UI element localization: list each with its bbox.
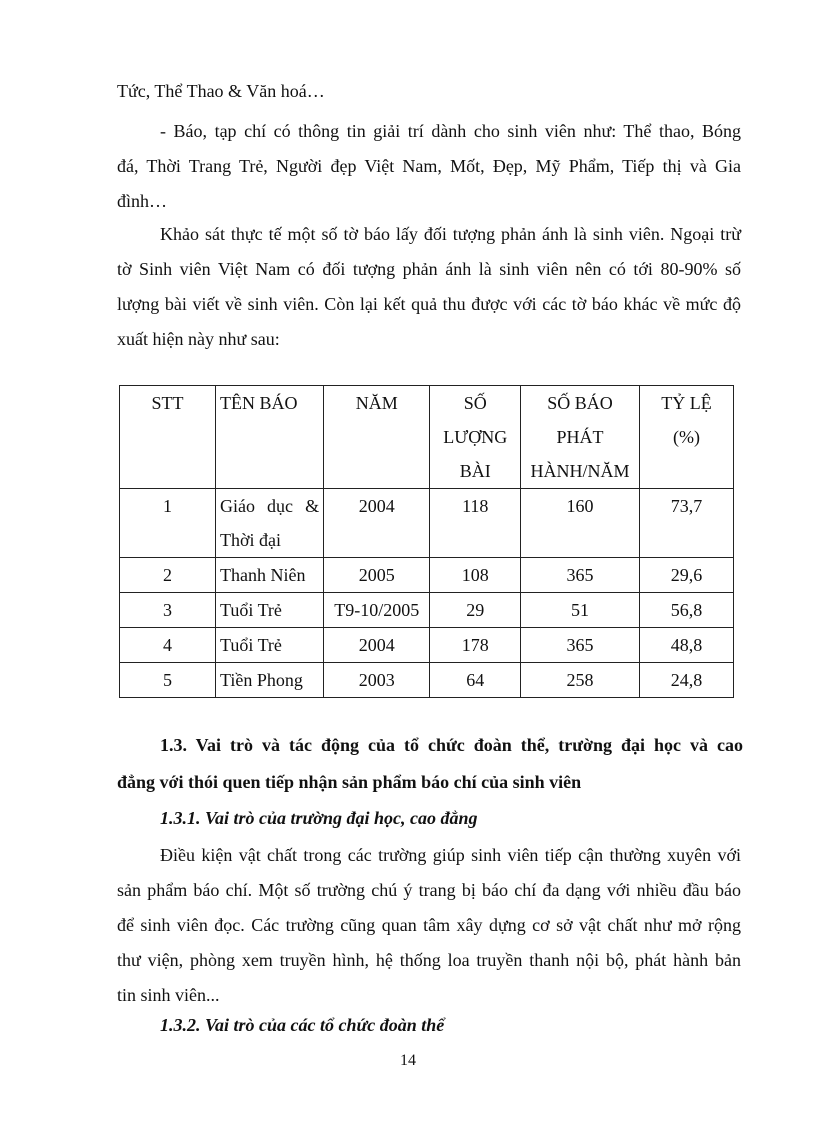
header-rate (639, 386, 733, 489)
survey-line-1: Khảo sát thực tế một số tờ báo lấy đối tượng phản ánh là sinh viên. Ngoại trừ (160, 224, 741, 244)
survey-line-2: tờ Sinh viên Việt Nam có đối tượng phản ánh là sinh viên nên có tới 80-90% số (117, 259, 741, 279)
cell-issues: 160 (521, 489, 640, 558)
body-line-3: để sinh viên đọc. Các trường cũng quan tâm xây dựng cơ sở vật chất như mở rộng (117, 915, 741, 935)
cell-qty: 29 (430, 593, 521, 628)
section-1-3-1-body (117, 838, 741, 1013)
cell-name: Thanh Niên (216, 558, 324, 593)
cell-qty: 178 (430, 628, 521, 663)
table-row (120, 489, 734, 558)
cell-rate: 24,8 (639, 663, 733, 698)
header-qty-line-1: SỐ (463, 393, 487, 413)
section-1-3-2-title: 1.3.2. Vai trò của các tổ chức đoàn thể (160, 1015, 445, 1035)
page-number: 14 (400, 1052, 416, 1069)
cell-name-line-2: Thời đại (220, 530, 282, 550)
body-line-2: sản phẩm báo chí. Một số trường chú ý trang bị báo chí đa dạng với nhiều đầu báo (117, 880, 741, 900)
header-name: TÊN BÁO (216, 386, 324, 489)
cell-name-line-1: Giáo dục & (220, 496, 320, 516)
bullet-line-3: đình… (117, 191, 168, 211)
body-line-4: thư viện, phòng xem truyền hình, hệ thống loa truyền thanh nội bộ, phát hành bản (117, 950, 741, 970)
intro-line (117, 74, 741, 109)
header-stt: STT (120, 386, 216, 489)
cell-year: 2004 (324, 628, 430, 663)
cell-qty: 64 (430, 663, 521, 698)
intro-first-line: Tức, Thể Thao & Văn hoá… (117, 81, 325, 101)
cell-name: Tuổi Trẻ (216, 628, 324, 663)
survey-paragraph (117, 217, 741, 357)
cell-stt: 2 (120, 558, 216, 593)
cell-issues: 365 (521, 558, 640, 593)
header-qty-line-2: LƯỢNG (443, 427, 508, 447)
header-issues-line-3: HÀNH/NĂM (530, 461, 630, 481)
entertainment-bullet (117, 114, 741, 219)
cell-year: 2003 (324, 663, 430, 698)
cell-name: Tiền Phong (216, 663, 324, 698)
header-rate-line-2: (%) (672, 427, 700, 447)
cell-stt: 3 (120, 593, 216, 628)
cell-rate: 48,8 (639, 628, 733, 663)
cell-year: 2004 (324, 489, 430, 558)
header-qty (430, 386, 521, 489)
header-qty-line-3: BÀI (459, 461, 491, 481)
header-issues-line-2: PHÁT (556, 427, 604, 447)
bullet-line-1: - Báo, tạp chí có thông tin giải trí dành cho sinh viên như: Thể thao, Bóng (160, 121, 741, 141)
survey-line-3: lượng bài viết về sinh viên. Còn lại kết quả thu được với các tờ báo khác về mức độ (117, 294, 741, 314)
body-line-1: Điều kiện vật chất trong các trường giúp sinh viên tiếp cận thường xuyên với (160, 845, 741, 865)
newspaper-stats-table (119, 385, 734, 698)
cell-issues: 258 (521, 663, 640, 698)
cell-rate: 29,6 (639, 558, 733, 593)
table-row (120, 628, 734, 663)
body-line-5: tin sinh viên... (117, 985, 220, 1005)
cell-qty: 118 (430, 489, 521, 558)
cell-name: Tuổi Trẻ (216, 593, 324, 628)
cell-year: T9-10/2005 (324, 593, 430, 628)
bullet-line-2: đá, Thời Trang Trẻ, Người đẹp Việt Nam, Mốt, Đẹp, Mỹ Phẩm, Tiếp thị và Gia (117, 156, 741, 176)
cell-year: 2005 (324, 558, 430, 593)
cell-rate: 73,7 (639, 489, 733, 558)
table-row (120, 663, 734, 698)
section-1-3-1-title: 1.3.1. Vai trò của trường đại học, cao đẳng (160, 808, 478, 828)
cell-stt: 4 (120, 628, 216, 663)
survey-line-4: xuất hiện này như sau: (117, 329, 280, 349)
header-issues (521, 386, 640, 489)
section-1-3-heading-line-1: 1.3. Vai trò và tác động của tổ chức đoàn thể, trường đại học và cao (160, 735, 743, 755)
header-rate-line-1: TỶ LỆ (661, 393, 712, 413)
cell-qty: 108 (430, 558, 521, 593)
header-issues-line-1: SỐ BÁO (547, 393, 613, 413)
cell-stt: 1 (120, 489, 216, 558)
cell-rate: 56,8 (639, 593, 733, 628)
table-row (120, 593, 734, 628)
table-header-row (120, 386, 734, 489)
cell-stt: 5 (120, 663, 216, 698)
cell-issues: 365 (521, 628, 640, 663)
section-1-3-heading (117, 727, 743, 801)
cell-issues: 51 (521, 593, 640, 628)
header-year: NĂM (324, 386, 430, 489)
section-1-3-heading-line-2: đẳng với thói quen tiếp nhận sản phẩm báo chí của sinh viên (117, 772, 582, 792)
table-row (120, 558, 734, 593)
cell-name (216, 489, 324, 558)
